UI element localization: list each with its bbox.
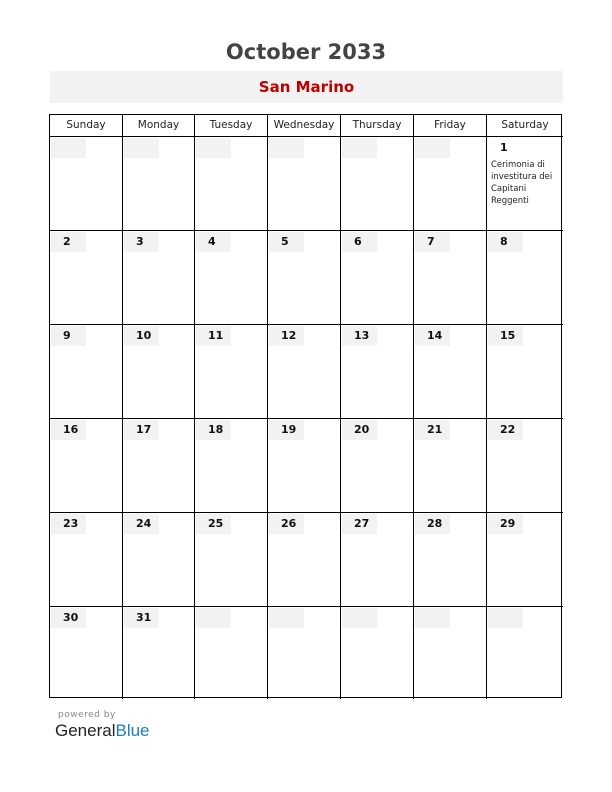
day-number [415, 138, 450, 158]
day-cell[interactable] [123, 418, 195, 512]
day-cell[interactable] [50, 136, 123, 230]
day-number [269, 138, 304, 158]
day-number [488, 608, 523, 628]
day-cell[interactable] [414, 230, 487, 324]
day-number: 10 [124, 326, 159, 346]
day-number: 2 [51, 232, 86, 252]
weekday-header: Thursday [341, 115, 414, 136]
day-cell[interactable] [414, 136, 487, 230]
day-cell[interactable] [487, 230, 563, 324]
day-number: 18 [196, 420, 231, 440]
day-number [196, 608, 231, 628]
day-cell[interactable] [195, 418, 268, 512]
day-number: 16 [51, 420, 86, 440]
day-cell[interactable] [268, 136, 341, 230]
day-cell[interactable] [50, 418, 123, 512]
calendar-title: October 2033 [225, 40, 387, 64]
generalblue-logo[interactable] [55, 721, 150, 741]
day-number: 19 [269, 420, 304, 440]
day-number: 7 [415, 232, 450, 252]
day-number: 8 [488, 232, 523, 252]
day-cell[interactable] [50, 512, 123, 606]
day-number: 3 [124, 232, 159, 252]
day-number: 25 [196, 514, 231, 534]
country-banner [50, 71, 563, 103]
day-number: 14 [415, 326, 450, 346]
day-cell[interactable] [487, 324, 563, 418]
country-name: San Marino [258, 78, 355, 96]
day-cell[interactable] [414, 606, 487, 699]
day-number [342, 138, 377, 158]
day-cell[interactable] [487, 512, 563, 606]
holiday-event: Cerimonia di investitura dei Capitani Reggenti [491, 160, 553, 206]
day-number: 24 [124, 514, 159, 534]
day-cell[interactable] [123, 606, 195, 699]
day-number [415, 608, 450, 628]
day-number [196, 138, 231, 158]
day-cell[interactable] [123, 136, 195, 230]
day-number: 28 [415, 514, 450, 534]
weekday-header: Saturday [501, 119, 549, 131]
day-cell[interactable] [195, 324, 268, 418]
day-number: 1 [488, 138, 523, 158]
day-number: 23 [51, 514, 86, 534]
day-number: 6 [342, 232, 377, 252]
day-cell[interactable] [414, 512, 487, 606]
day-cell[interactable] [487, 136, 563, 230]
day-number [124, 138, 159, 158]
day-number: 11 [196, 326, 231, 346]
brand-general: General [55, 721, 116, 740]
brand-blue: Blue [115, 721, 150, 740]
day-cell[interactable] [268, 230, 341, 324]
day-number: 22 [488, 420, 523, 440]
weekday-header: Wednesday [268, 115, 341, 136]
day-cell[interactable] [414, 324, 487, 418]
day-cell[interactable] [195, 136, 268, 230]
day-cell[interactable] [50, 324, 123, 418]
day-cell[interactable] [341, 230, 414, 324]
day-cell[interactable] [123, 324, 195, 418]
day-number [342, 608, 377, 628]
day-cell[interactable] [341, 324, 414, 418]
day-cell[interactable] [50, 230, 123, 324]
day-cell[interactable] [268, 418, 341, 512]
weekday-header: Friday [414, 115, 487, 136]
calendar-grid [49, 114, 562, 698]
day-cell[interactable] [268, 324, 341, 418]
day-cell[interactable] [341, 512, 414, 606]
day-number: 5 [269, 232, 304, 252]
day-number: 17 [124, 420, 159, 440]
day-number: 29 [488, 514, 523, 534]
day-number: 21 [415, 420, 450, 440]
day-number [269, 608, 304, 628]
day-cell[interactable] [123, 512, 195, 606]
day-number [51, 138, 86, 158]
day-cell[interactable] [268, 606, 341, 699]
day-number: 20 [342, 420, 377, 440]
weekday-header: Monday [123, 115, 195, 136]
day-number: 26 [269, 514, 304, 534]
weekday-header: Tuesday [195, 115, 268, 136]
day-cell[interactable] [341, 136, 414, 230]
day-number: 15 [488, 326, 523, 346]
day-cell[interactable] [268, 512, 341, 606]
day-number: 13 [342, 326, 377, 346]
day-cell[interactable] [195, 606, 268, 699]
day-number: 30 [51, 608, 86, 628]
day-cell[interactable] [195, 512, 268, 606]
day-number: 4 [196, 232, 231, 252]
day-number: 27 [342, 514, 377, 534]
day-number: 9 [51, 326, 86, 346]
day-cell[interactable] [123, 230, 195, 324]
day-cell[interactable] [487, 606, 563, 699]
day-cell[interactable] [341, 418, 414, 512]
day-cell[interactable] [487, 418, 563, 512]
day-cell[interactable] [50, 606, 123, 699]
powered-by-label: powered by [58, 710, 116, 720]
day-number: 31 [124, 608, 159, 628]
weekday-header: Sunday [50, 115, 123, 136]
day-cell[interactable] [414, 418, 487, 512]
day-number: 12 [269, 326, 304, 346]
day-cell[interactable] [195, 230, 268, 324]
day-cell[interactable] [341, 606, 414, 699]
